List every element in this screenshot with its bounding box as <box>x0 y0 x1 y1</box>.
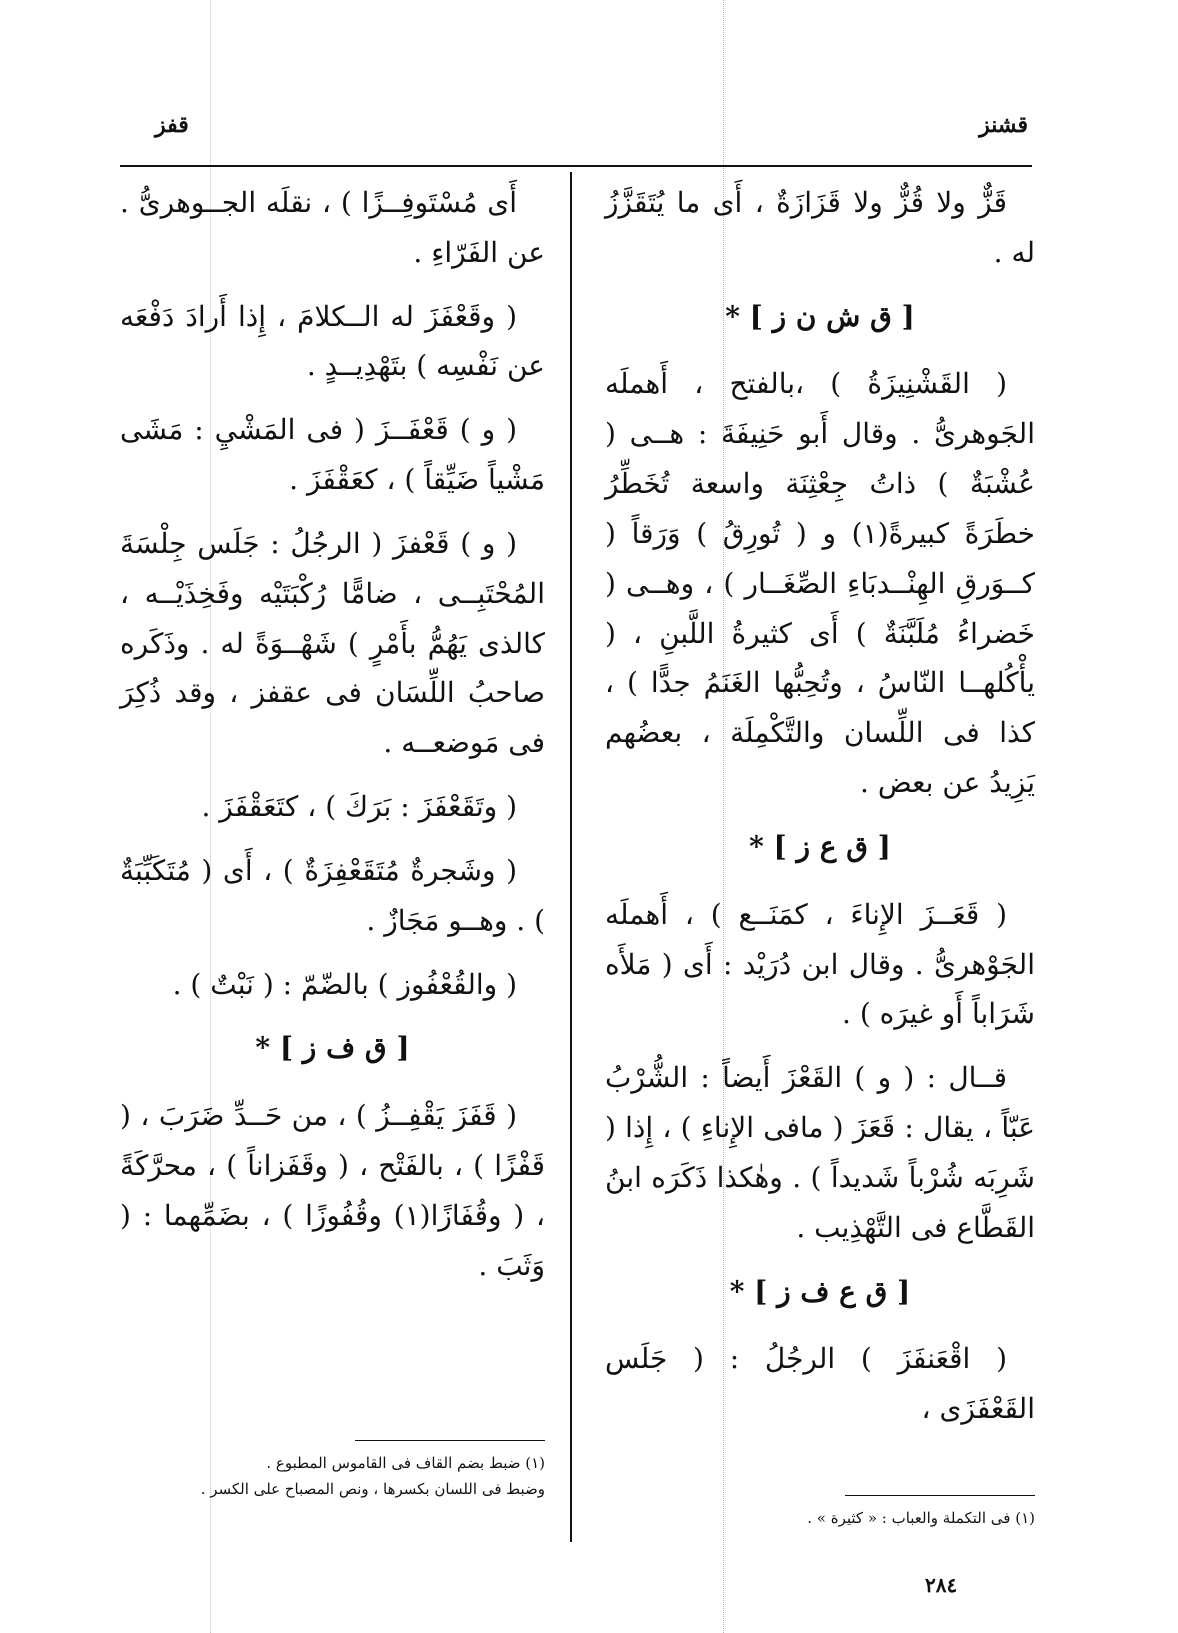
header-left-word: قفز <box>155 112 189 138</box>
entry-paragraph: ( قَفَزَ يَقْفِــزُ ) ، من حَــدِّ ضَرَبَ ، ( قَفْزًا ) ، بالفَتْح ، ( وقَفَزاناً ) ، محرَّكَةً ، ( وقُفَازًا(١) وقُفُوزًا ) ، بضَمِّهما : ( وَثَبَ . <box>120 1099 545 1282</box>
entry-paragraph: أَى مُسْتَوفِــزًا ) ، نقلَه الجــوهرىُّ . عن الفَرّاءِ . <box>120 186 545 269</box>
entry-paragraph: قَزٌّ ولا قُزٌّ ولا قَزَازَةٌ ، أَى ما يُتَقَزَّزُ له . <box>605 186 1035 269</box>
footnote-rule-right <box>845 1495 1035 1496</box>
root-heading: [ ق ش ن ز ] * <box>725 299 915 333</box>
header-rule <box>120 165 1032 167</box>
footnote-rule-left <box>355 1440 545 1441</box>
footnote-line: وضبط فى اللسان بكسرها ، ونص المصباح على الكسر . <box>200 1480 545 1499</box>
entry-paragraph: ( و ) قَعْفَــزَ ( فى المَشْيِ : مَشَى مَشْياً ضَيِّقاً ) ، كعَقْفَزَ . <box>120 413 545 497</box>
entry-paragraph: قــال : ( و ) القَعْزَ أَيضاً : الشُّرْبُ عَبّاً ، يقال : قَعَزَ ( مافى الإِناءِ ) ، إِذا ( شَرِبَه شُرْباً شَديداً ) . وهٰكذا ذَكَرَه ابنُ القَطَّاع فى التَّهْذِيب . <box>605 1061 1035 1244</box>
header-right-word: قشنز <box>979 112 1028 138</box>
left-column <box>120 178 545 1305</box>
root-heading: [ ق ع ف ز ] * <box>729 1274 911 1308</box>
page-number: ٢٨٤ <box>925 1573 958 1597</box>
entry-paragraph: ( القَشْنِيزَةُ ) ،بالفتح ، أَهملَه الجَوهرىُّ . وقال أَبو حَنِيفَةَ : هــى ( عُشْبَةٌ ) ذاتُ جِعْثِنَة واسعة تُخَطِّرُ خطَرَةً كبيرةً(١) و ( تُورِقُ ) وَرَقاً ( كــوَرقِ الهِنْــدبَاءِ الصِّغَــار ) ، وهــى ( خَضراءُ مُلَبَّنَةٌ ) أَى كثيرةُ اللَّبنِ ، ( يأْكُلهــا النّاسُ ، وتُحِبُّها الغَنَمُ جدًّا ) ، كذا فى اللِّسان والتَّكْمِلَة ، بعضُهم يَزِيدُ عن بعض . <box>605 367 1035 800</box>
entry-paragraph: ( وتَقَعْفَزَ : بَرَكَ ) ، كتَعَقْفَزَ . <box>201 790 517 824</box>
footnote-line: (١) فى التكملة والعباب : « كثيرة » . <box>807 1509 1035 1527</box>
entry-paragraph: ( و ) قَعْفزَ ( الرجُلُ : جَلَس جِلْسَةَ المُحْتَبِــى ، ضامًّا رُكْبَتَيْه وفَخِذَيْــه ، كالذى يَهُمُّ بأَمْرٍ ) شَهْــوَةً له . وذَكَره صاحبُ اللِّسَان فى عقفز ، وقد ذُكِرَ فى مَوضعــه . <box>120 526 545 760</box>
entry-paragraph: ( وقَعْفَزَ له الــكلامَ ، إِذا أَرادَ دَفْعَه عن نَفْسِه ) بتَهْدِيــدٍ . <box>120 299 545 383</box>
footnotes-right <box>700 1505 1035 1531</box>
right-column <box>605 178 1035 1448</box>
entry-paragraph: ( قَعَــزَ الإِناءَ ، كمَنَــع ) ، أَهملَه الجَوْهرىُّ . وقال ابن دُرَيْد : أَى ( مَلأَه شَرَاباً أَو غيرَه ) . <box>605 897 1035 1031</box>
root-heading: [ ق ع ز ] * <box>749 829 891 863</box>
column-divider <box>570 172 572 1542</box>
root-heading: [ ق ف ز ] * <box>255 1031 410 1065</box>
footnote-line: (١) ضبط بضم القاف فى القاموس المطبوع . <box>266 1454 545 1472</box>
entry-paragraph: ( والقُعْفُوز ) بالضّمّ : ( نَبْتٌ ) . <box>172 967 517 1001</box>
entry-paragraph: ( اقْعَنفَزَ ) الرجُلُ : ( جَلَس القَعْفَزَى ، <box>605 1342 1035 1426</box>
entry-paragraph: ( وشَجرةٌ مُتَقَعْفِزَةٌ ) ، أَى ( مُتَكَبِّبَةٌ ) . وهــو مَجَازٌ . <box>120 853 545 937</box>
footnotes-left <box>120 1450 545 1503</box>
